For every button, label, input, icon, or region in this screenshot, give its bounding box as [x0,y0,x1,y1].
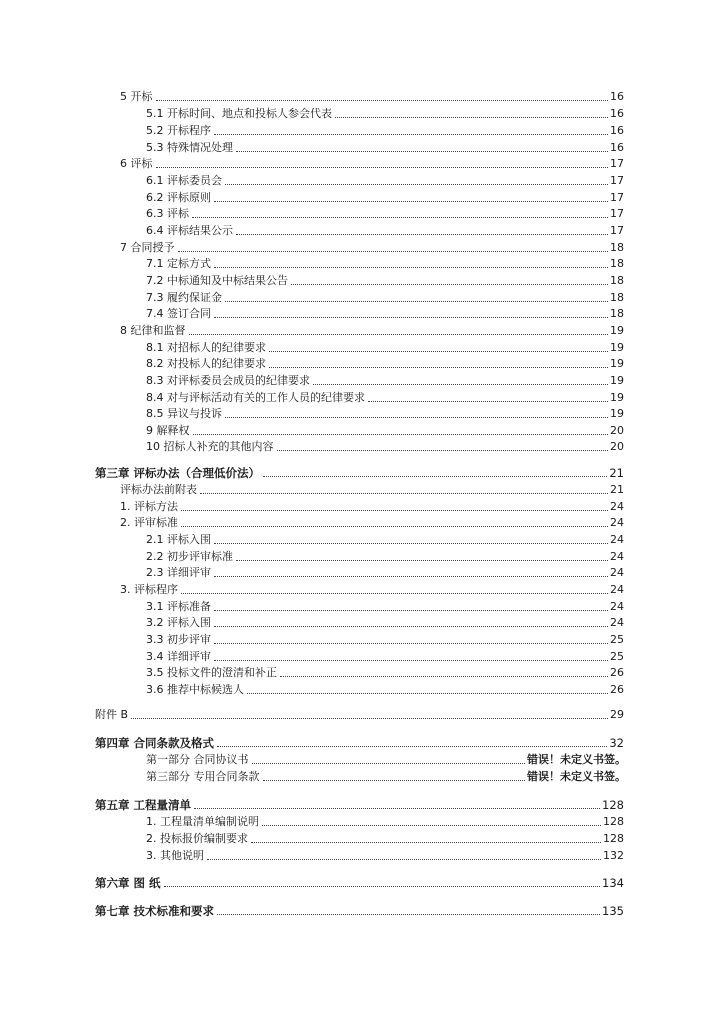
dot-leader [247,693,608,694]
toc-entry[interactable] [146,304,624,321]
toc-entry-title: 7.4 签订合同 [146,307,211,320]
toc-entry-page: 18 [610,257,624,270]
dot-leader [251,842,601,843]
toc-entry-title: 1. 工程量清单编制说明 [146,815,259,828]
toc-entry[interactable] [120,321,624,338]
toc-entry[interactable] [146,188,624,205]
dot-leader [236,234,608,235]
toc-entry-page: 32 [609,736,624,750]
toc-entry-title: 10 招标人补充的其他内容 [146,440,274,453]
toc-entry-title: 5.1 开标时间、地点和投标人参会代表 [146,107,332,120]
toc-entry-page: 19 [610,341,624,354]
toc-entry-page: 128 [603,815,624,828]
toc-entry-title: 8.2 对投标人的纪律要求 [146,357,266,370]
toc-entry-page: 24 [610,550,624,563]
toc-entry[interactable] [146,846,624,863]
dot-leader [214,134,608,135]
dot-leader [164,886,601,887]
dot-leader [156,100,609,101]
toc-entry-title: 2.3 详细评审 [146,566,211,579]
toc-entry-title: 8.5 异议与投诉 [146,407,222,420]
toc-entry-page: 26 [610,683,624,696]
toc-entry-page: 18 [610,241,624,254]
dot-leader [207,859,601,860]
dot-leader [214,643,608,644]
dot-leader [313,384,608,385]
toc-entry-page: 24 [610,583,624,596]
toc-entry[interactable] [95,705,624,722]
toc-entry[interactable] [120,154,624,171]
toc-entry[interactable] [146,121,624,138]
toc-entry[interactable] [146,812,624,829]
dot-leader [335,117,608,118]
toc-entry[interactable] [146,204,624,221]
toc-chapter-entry[interactable] [95,733,624,750]
toc-entry-page: 16 [610,124,624,137]
toc-entry-title: 第五章 工程量清单 [95,798,192,812]
toc-entry[interactable] [146,547,624,564]
toc-entry[interactable] [146,613,624,630]
toc-entry-page: 24 [610,500,624,513]
dot-leader [225,417,608,418]
toc-entry[interactable] [146,647,624,664]
toc-entry[interactable] [120,497,624,514]
dot-leader [214,267,608,268]
toc-entry-title: 3.1 评标准备 [146,600,211,613]
dot-leader [236,151,608,152]
dot-leader [269,351,608,352]
dot-leader [192,217,608,218]
toc-entry-page: 24 [610,566,624,579]
toc-chapter-entry[interactable] [95,463,624,480]
dot-leader [280,676,608,677]
dot-leader [156,167,609,168]
toc-entry-title: 第六章 图 纸 [95,876,161,890]
toc-entry[interactable] [146,630,624,647]
toc-entry[interactable] [120,480,624,497]
toc-entry-title: 8.1 对招标人的纪律要求 [146,341,266,354]
toc-entry-page: 24 [610,600,624,613]
toc-entry-page: 17 [610,174,624,187]
toc-entry-page: 17 [610,191,624,204]
toc-entry[interactable] [146,221,624,238]
toc-entry-page: 21 [610,483,624,496]
dot-leader [214,610,608,611]
toc-entry[interactable] [120,238,624,255]
toc-entry-title: 6.3 评标 [146,207,189,220]
toc-entry-title: 7.3 履约保证金 [146,291,222,304]
toc-entry[interactable] [120,87,624,104]
toc-entry-page: 16 [610,107,624,120]
toc-entry-page: 19 [610,407,624,420]
dot-leader [262,825,601,826]
toc-entry-title: 5 开标 [120,90,153,103]
toc-entry[interactable] [146,354,624,371]
dot-leader [263,476,607,477]
toc-entry-title: 1. 评标方法 [120,500,178,513]
toc-entry-title: 7.2 中标通知及中标结果公告 [146,274,288,287]
toc-entry-title: 第七章 技术标准和要求 [95,904,215,918]
dot-leader [368,401,608,402]
toc-entry-title: 评标办法前附表 [120,483,197,496]
toc-entry-page: 29 [610,708,624,721]
toc-entry[interactable] [146,767,626,784]
toc-entry-title: 8 纪律和监督 [120,324,186,337]
toc-chapter-entry[interactable] [95,795,624,812]
toc-entry-page: 128 [603,832,624,845]
dot-leader [277,450,609,451]
toc-entry-error: 错误！未定义书签。 [527,753,626,766]
toc-entry[interactable] [146,437,624,454]
toc-entry-title: 5.3 特殊情况处理 [146,141,233,154]
toc-entry[interactable] [146,563,624,580]
toc-entry-title: 2. 投标报价编制要求 [146,832,248,845]
dot-leader [269,367,608,368]
toc-entry-title: 3.3 初步评审 [146,633,211,646]
toc-entry[interactable] [146,104,624,121]
dot-leader [236,560,608,561]
toc-entry-title: 6.4 评标结果公示 [146,224,233,237]
dot-leader [181,593,608,594]
toc-chapter-entry[interactable] [95,873,624,890]
toc-entry-title: 3.4 详细评审 [146,650,211,663]
toc-entry[interactable] [146,663,624,680]
toc-entry-page: 135 [602,904,624,918]
toc-entry[interactable] [146,371,624,388]
dot-leader [214,317,608,318]
dot-leader [214,626,608,627]
toc-entry-page: 21 [609,466,624,480]
toc-entry-page: 128 [602,798,624,812]
toc-entry[interactable] [120,580,624,597]
toc-entry-title: 9 解释权 [146,424,190,437]
toc-entry[interactable] [146,171,624,188]
toc-entry[interactable] [146,388,624,405]
toc-entry-page: 24 [610,516,624,529]
dot-leader [214,660,608,661]
toc-entry-page: 17 [610,224,624,237]
toc-entry-title: 3.6 推荐中标候选人 [146,683,244,696]
dot-leader [214,543,608,544]
toc-entry-page: 18 [610,307,624,320]
toc-entry-page: 19 [610,324,624,337]
dot-leader [189,334,609,335]
dot-leader [214,201,608,202]
toc-entry-page: 26 [610,666,624,679]
toc-entry-title: 8.4 对与评标活动有关的工作人员的纪律要求 [146,391,365,404]
toc-entry-page: 19 [610,357,624,370]
toc-entry-title: 8.3 对评标委员会成员的纪律要求 [146,374,310,387]
dot-leader [225,184,608,185]
toc-entry[interactable] [146,421,624,438]
toc-entry-title: 附件 B [95,708,129,721]
toc-entry-page: 25 [610,650,624,663]
dot-leader [178,251,609,252]
toc-entry-page: 18 [610,291,624,304]
toc-entry-page: 20 [610,424,624,437]
toc-entry-page: 19 [610,374,624,387]
toc-entry-title: 2.1 评标入围 [146,533,211,546]
toc-entry-title: 2. 评审标准 [120,516,178,529]
toc-entry-title: 7 合同授予 [120,241,175,254]
toc-entry-error: 错误！未定义书签。 [527,770,626,783]
toc-entry-title: 第一部分 合同协议书 [146,753,249,766]
toc-entry-title: 3.2 评标入围 [146,616,211,629]
dot-leader [225,301,608,302]
toc-entry-title: 6.2 评标原则 [146,191,211,204]
dot-leader [131,718,608,719]
dot-leader [194,808,600,809]
toc-chapter-entry[interactable] [95,901,624,918]
dot-leader [200,493,608,494]
toc-entry-page: 19 [610,391,624,404]
toc-entry-page: 132 [603,849,624,862]
toc-entry-title: 第四章 合同条款及格式 [95,736,215,750]
toc-entry-title: 3. 其他说明 [146,849,204,862]
toc-entry-page: 16 [610,141,624,154]
toc-entry[interactable] [146,404,624,421]
toc-entry-title: 第三章 评标办法（合理低价法） [95,466,261,480]
dot-leader [252,763,526,764]
dot-leader [214,576,608,577]
toc-entry[interactable] [146,271,624,288]
toc-entry[interactable] [146,254,624,271]
toc-entry-page: 16 [610,90,624,103]
toc-entry[interactable] [120,513,624,530]
toc-entry-page: 24 [610,533,624,546]
dot-leader [217,914,600,915]
dot-leader [217,746,607,747]
dot-leader [193,434,609,435]
toc-entry-title: 5.2 开标程序 [146,124,211,137]
toc-entry-page: 20 [610,440,624,453]
toc-entry-title: 第三部分 专用合同条款 [146,770,260,783]
toc-entry-title: 7.1 定标方式 [146,257,211,270]
toc-entry-title: 3. 评标程序 [120,583,178,596]
toc-entry-page: 17 [610,157,624,170]
toc-entry-title: 2.2 初步评审标准 [146,550,233,563]
toc-entry-title: 3.5 投标文件的澄清和补正 [146,666,277,679]
toc-entry[interactable] [146,680,624,697]
dot-leader [291,284,608,285]
toc-entry-title: 6.1 评标委员会 [146,174,222,187]
dot-leader [263,780,526,781]
toc-entry-page: 25 [610,633,624,646]
toc-entry[interactable] [146,530,624,547]
toc-entry[interactable] [146,597,624,614]
toc-entry[interactable] [146,338,624,355]
toc-entry-page: 18 [610,274,624,287]
dot-leader [181,510,608,511]
toc-entry[interactable] [146,138,624,155]
toc-entry-page: 17 [610,207,624,220]
toc-entry-page: 24 [610,616,624,629]
toc-entry[interactable] [146,750,626,767]
toc-entry-title: 6 评标 [120,157,153,170]
toc-entry[interactable] [146,829,624,846]
toc-entry[interactable] [146,288,624,305]
dot-leader [181,526,608,527]
toc-entry-page: 134 [602,876,624,890]
